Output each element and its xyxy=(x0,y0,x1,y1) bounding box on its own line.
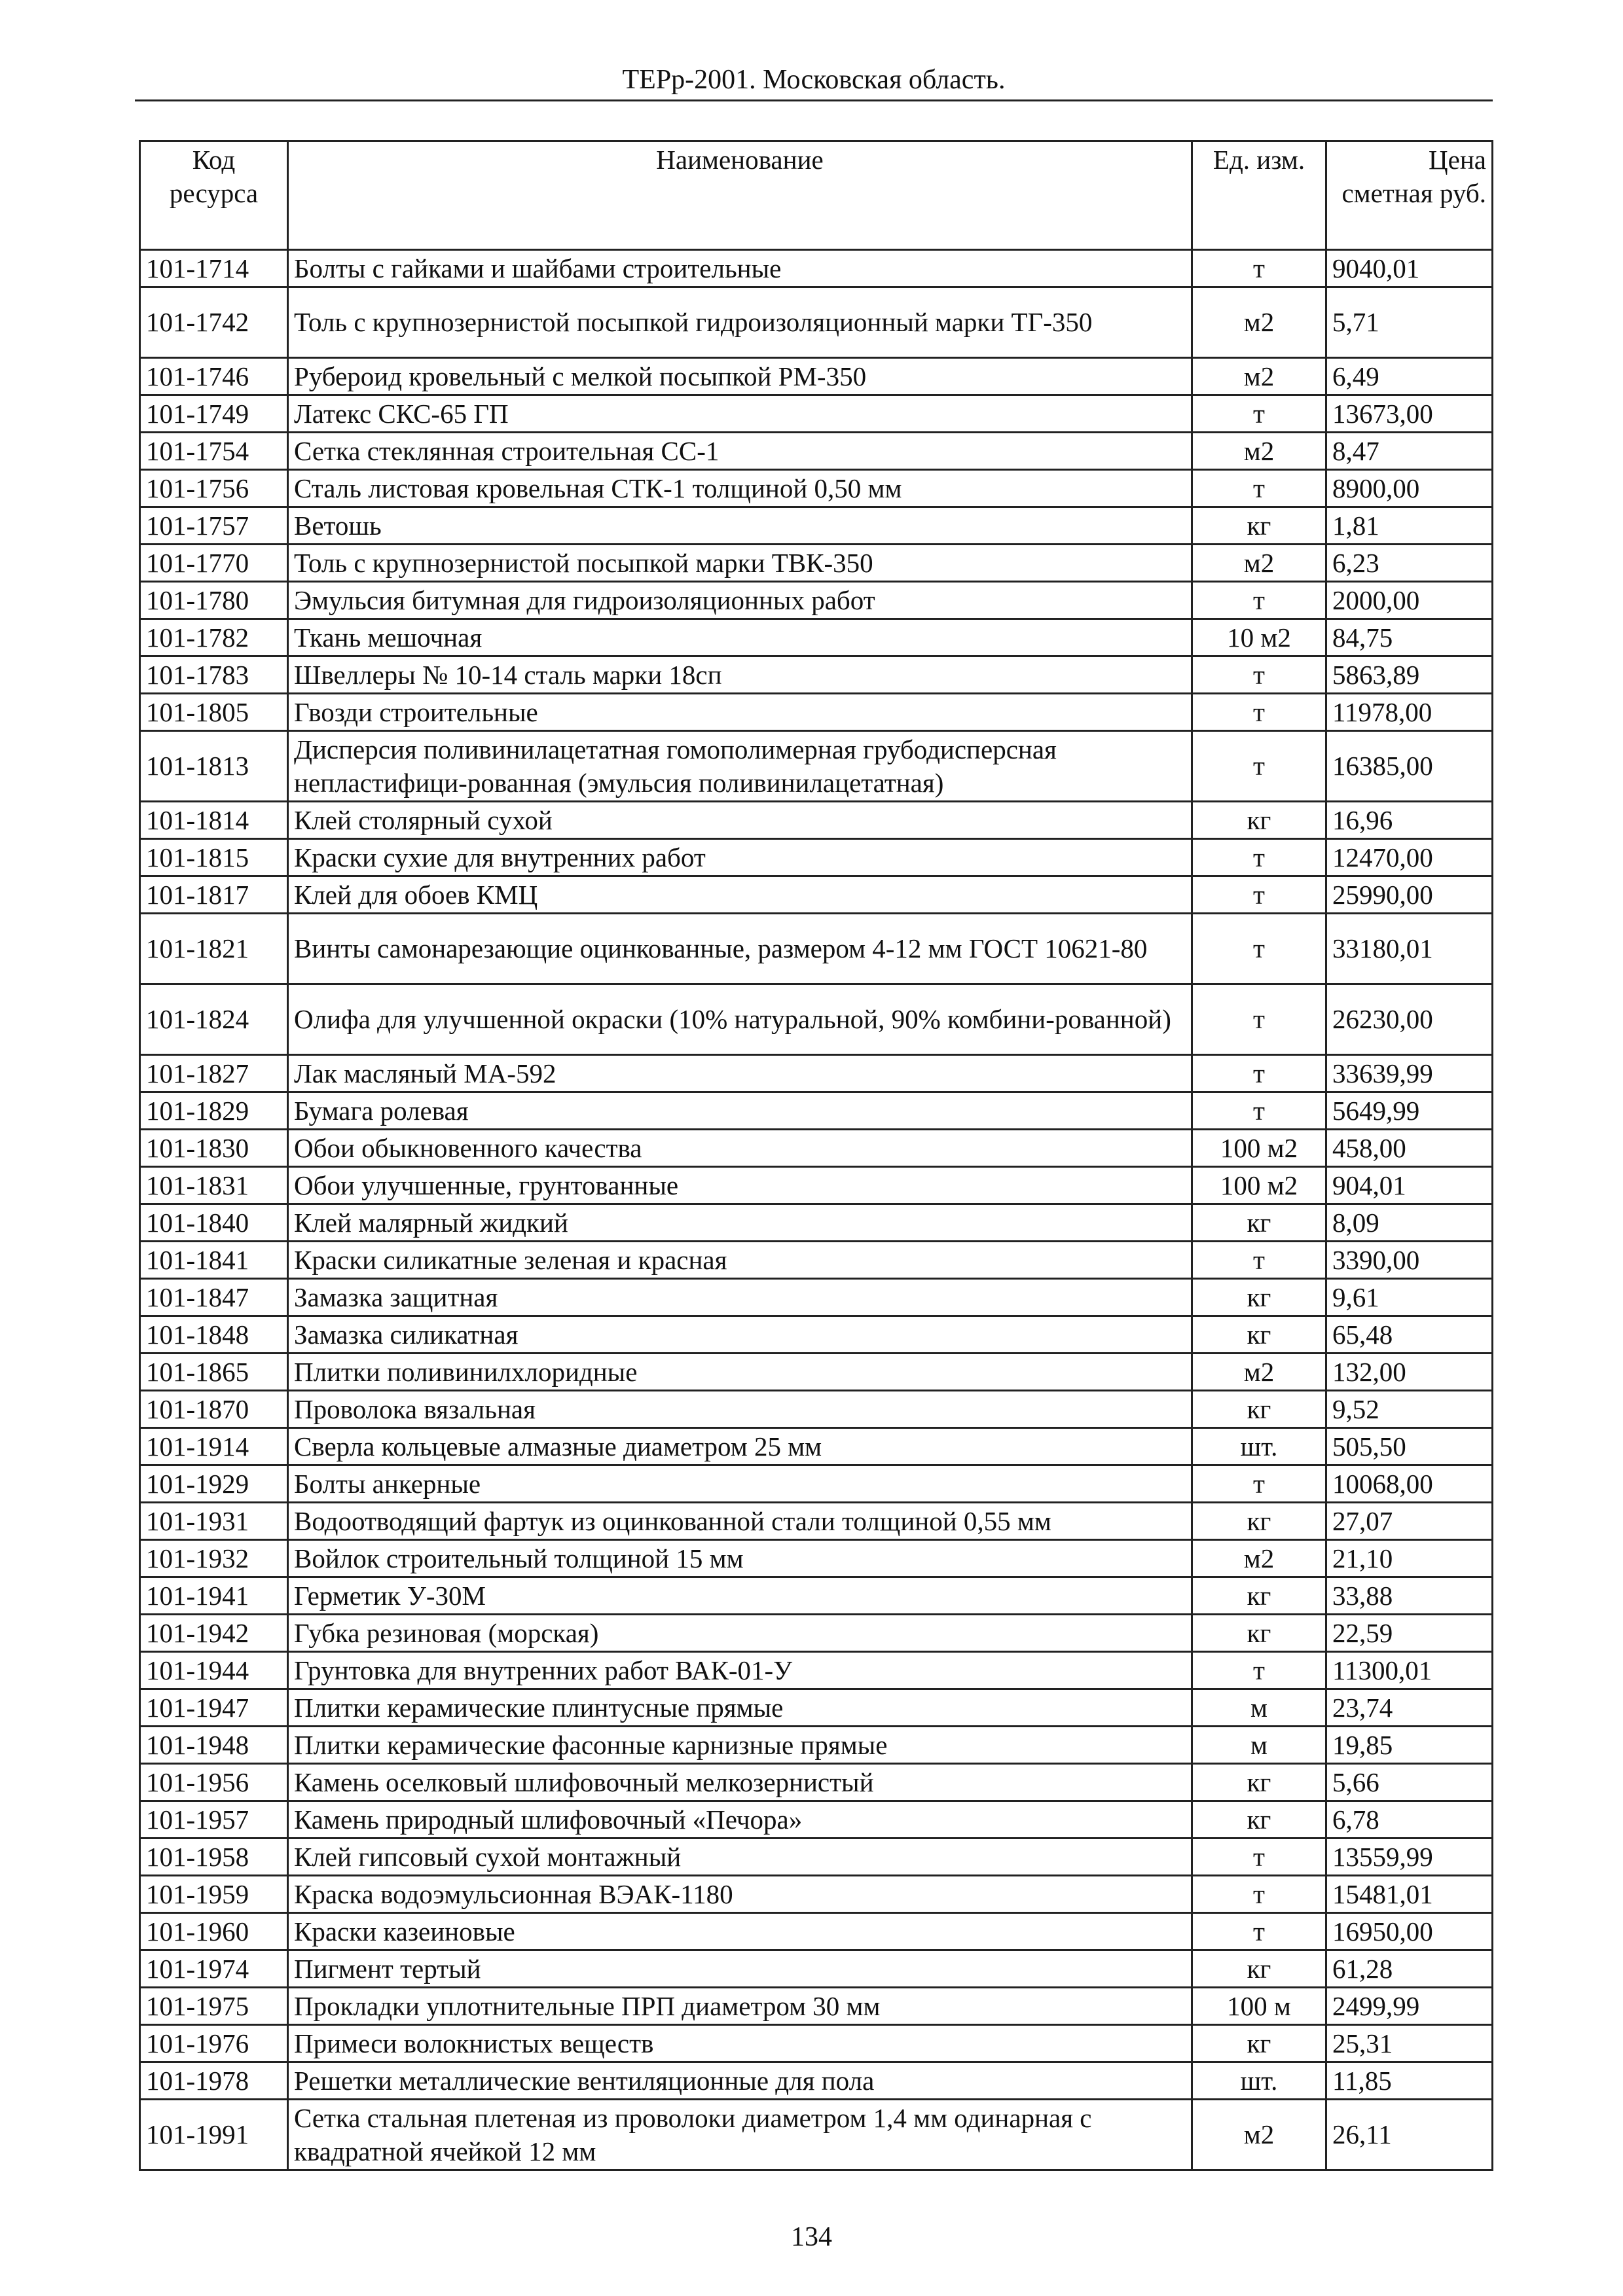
price-cell: 16,96 xyxy=(1326,802,1493,839)
resource-code-cell: 101-1821 xyxy=(140,914,288,984)
price-cell: 33639,99 xyxy=(1326,1055,1493,1092)
table-body xyxy=(140,250,1493,2170)
resource-name-cell: Краска водоэмульсионная ВЭАК-1180 xyxy=(288,1876,1192,1913)
table-row xyxy=(140,984,1493,1055)
resource-name-cell: Болты анкерные xyxy=(288,1465,1192,1503)
table-row xyxy=(140,1689,1493,1727)
resource-code-cell: 101-1957 xyxy=(140,1801,288,1839)
price-cell: 2499,99 xyxy=(1326,1988,1493,2025)
resource-code-cell: 101-1829 xyxy=(140,1092,288,1130)
price-cell: 16950,00 xyxy=(1326,1913,1493,1950)
resource-code-cell: 101-1813 xyxy=(140,731,288,802)
table-row xyxy=(140,1839,1493,1876)
resource-name-cell: Сетка стеклянная строительная СС-1 xyxy=(288,433,1192,470)
resource-name-cell: Эмульсия битумная для гидроизоляционных работ xyxy=(288,582,1192,619)
price-cell: 9,61 xyxy=(1326,1279,1493,1316)
table-row xyxy=(140,1316,1493,1354)
table-row xyxy=(140,1988,1493,2025)
resource-name-cell: Решетки металлические вентиляционные для пола xyxy=(288,2062,1192,2100)
unit-cell: шт. xyxy=(1192,2062,1326,2100)
resource-name-cell: Замазка силикатная xyxy=(288,1316,1192,1354)
resource-code-cell: 101-1976 xyxy=(140,2025,288,2062)
price-cell: 5,66 xyxy=(1326,1764,1493,1801)
resource-code-cell: 101-1831 xyxy=(140,1167,288,1204)
price-cell: 10068,00 xyxy=(1326,1465,1493,1503)
resource-name-cell: Краски сухие для внутренних работ xyxy=(288,839,1192,876)
resource-code-cell: 101-1757 xyxy=(140,507,288,545)
table-row xyxy=(140,1577,1493,1615)
price-cell: 15481,01 xyxy=(1326,1876,1493,1913)
table-row xyxy=(140,1055,1493,1092)
price-cell: 11978,00 xyxy=(1326,694,1493,731)
resource-name-cell: Плитки керамические фасонные карнизные прямые xyxy=(288,1727,1192,1764)
table-row xyxy=(140,1167,1493,1204)
table-row xyxy=(140,2062,1493,2100)
table-row xyxy=(140,1652,1493,1689)
resource-name-cell: Рубероид кровельный с мелкой посыпкой РМ-350 xyxy=(288,358,1192,395)
unit-cell: м2 xyxy=(1192,1354,1326,1391)
resource-code-cell: 101-1932 xyxy=(140,1540,288,1577)
unit-cell: кг xyxy=(1192,1764,1326,1801)
unit-cell: т xyxy=(1192,1913,1326,1950)
unit-cell: т xyxy=(1192,470,1326,507)
resource-code-cell: 101-1746 xyxy=(140,358,288,395)
resource-name-cell: Грунтовка для внутренних работ ВАК-01-У xyxy=(288,1652,1192,1689)
price-cell: 61,28 xyxy=(1326,1950,1493,1988)
resource-code-cell: 101-1944 xyxy=(140,1652,288,1689)
unit-cell: 10 м2 xyxy=(1192,619,1326,656)
price-cell: 3390,00 xyxy=(1326,1242,1493,1279)
resource-name-cell: Олифа для улучшенной окраски (10% натуральной, 90% комбини-рованной) xyxy=(288,984,1192,1055)
table-row xyxy=(140,433,1493,470)
table-row xyxy=(140,507,1493,545)
resource-name-cell: Сталь листовая кровельная СТК-1 толщиной 0,50 мм xyxy=(288,470,1192,507)
price-cell: 84,75 xyxy=(1326,619,1493,656)
resource-name-cell: Камень оселковый шлифовочный мелкозернистый xyxy=(288,1764,1192,1801)
price-cell: 25990,00 xyxy=(1326,876,1493,914)
resource-code-cell: 101-1817 xyxy=(140,876,288,914)
table-row xyxy=(140,1204,1493,1242)
unit-cell: т xyxy=(1192,1092,1326,1130)
unit-cell: т xyxy=(1192,731,1326,802)
table-row xyxy=(140,876,1493,914)
resource-name-cell: Обои обыкновенного качества xyxy=(288,1130,1192,1167)
unit-cell: м2 xyxy=(1192,358,1326,395)
table-row xyxy=(140,1391,1493,1428)
unit-cell: т xyxy=(1192,1055,1326,1092)
resource-code-cell: 101-1929 xyxy=(140,1465,288,1503)
table-row xyxy=(140,802,1493,839)
unit-cell: 100 м2 xyxy=(1192,1130,1326,1167)
table-row xyxy=(140,1876,1493,1913)
price-cell: 8,09 xyxy=(1326,1204,1493,1242)
table-row xyxy=(140,1950,1493,1988)
table-row xyxy=(140,1130,1493,1167)
table-row xyxy=(140,1764,1493,1801)
page-header xyxy=(135,60,1493,101)
resource-code-cell: 101-1714 xyxy=(140,250,288,287)
unit-cell: т xyxy=(1192,914,1326,984)
resource-code-cell: 101-1959 xyxy=(140,1876,288,1913)
column-header-code: Код ресурса xyxy=(140,141,288,250)
resource-name-cell: Латекс СКС-65 ГП xyxy=(288,395,1192,433)
table-row xyxy=(140,694,1493,731)
table-row xyxy=(140,1242,1493,1279)
table-row xyxy=(140,545,1493,582)
unit-cell: кг xyxy=(1192,2025,1326,2062)
resource-name-cell: Герметик У-30М xyxy=(288,1577,1192,1615)
unit-cell: т xyxy=(1192,1876,1326,1913)
resource-code-cell: 101-1847 xyxy=(140,1279,288,1316)
unit-cell: м2 xyxy=(1192,2100,1326,2170)
resource-name-cell: Клей малярный жидкий xyxy=(288,1204,1192,1242)
unit-cell: т xyxy=(1192,395,1326,433)
resource-code-cell: 101-1814 xyxy=(140,802,288,839)
price-cell: 1,81 xyxy=(1326,507,1493,545)
price-cell: 33,88 xyxy=(1326,1577,1493,1615)
unit-cell: кг xyxy=(1192,1204,1326,1242)
price-cell: 9,52 xyxy=(1326,1391,1493,1428)
resource-name-cell: Замазка защитная xyxy=(288,1279,1192,1316)
resource-code-cell: 101-1841 xyxy=(140,1242,288,1279)
column-header-name: Наименование xyxy=(288,141,1192,250)
resource-code-cell: 101-1960 xyxy=(140,1913,288,1950)
table-row xyxy=(140,250,1493,287)
column-header-unit: Ед. изм. xyxy=(1192,141,1326,250)
price-cell: 8900,00 xyxy=(1326,470,1493,507)
unit-cell: м2 xyxy=(1192,433,1326,470)
resource-code-cell: 101-1941 xyxy=(140,1577,288,1615)
resource-code-cell: 101-1824 xyxy=(140,984,288,1055)
resource-code-cell: 101-1783 xyxy=(140,656,288,694)
resource-code-cell: 101-1782 xyxy=(140,619,288,656)
resource-name-cell: Проволока вязальная xyxy=(288,1391,1192,1428)
price-cell: 16385,00 xyxy=(1326,731,1493,802)
unit-cell: 100 м2 xyxy=(1192,1167,1326,1204)
resource-name-cell: Клей гипсовый сухой монтажный xyxy=(288,1839,1192,1876)
unit-cell: кг xyxy=(1192,802,1326,839)
price-cell: 132,00 xyxy=(1326,1354,1493,1391)
table-row xyxy=(140,287,1493,358)
unit-cell: 100 м xyxy=(1192,1988,1326,2025)
resource-code-cell: 101-1947 xyxy=(140,1689,288,1727)
resource-code-cell: 101-1848 xyxy=(140,1316,288,1354)
resource-code-cell: 101-1749 xyxy=(140,395,288,433)
resource-name-cell: Водоотводящий фартук из оцинкованной стали толщиной 0,55 мм xyxy=(288,1503,1192,1540)
price-cell: 11,85 xyxy=(1326,2062,1493,2100)
resource-name-cell: Сетка стальная плетеная из проволоки диаметром 1,4 мм одинарная с квадратной ячейкой 12 мм xyxy=(288,2100,1192,2170)
price-cell: 505,50 xyxy=(1326,1428,1493,1465)
resource-code-cell: 101-1805 xyxy=(140,694,288,731)
unit-cell: м2 xyxy=(1192,287,1326,358)
price-cell: 33180,01 xyxy=(1326,914,1493,984)
table-row xyxy=(140,1913,1493,1950)
resource-code-cell: 101-1956 xyxy=(140,1764,288,1801)
resource-code-cell: 101-1931 xyxy=(140,1503,288,1540)
price-cell: 5863,89 xyxy=(1326,656,1493,694)
price-cell: 13559,99 xyxy=(1326,1839,1493,1876)
resource-code-cell: 101-1870 xyxy=(140,1391,288,1428)
price-cell: 2000,00 xyxy=(1326,582,1493,619)
resource-code-cell: 101-1865 xyxy=(140,1354,288,1391)
unit-cell: т xyxy=(1192,1242,1326,1279)
unit-cell: шт. xyxy=(1192,1428,1326,1465)
unit-cell: кг xyxy=(1192,1950,1326,1988)
unit-cell: кг xyxy=(1192,507,1326,545)
resource-name-cell: Камень природный шлифовочный «Печора» xyxy=(288,1801,1192,1839)
table-row xyxy=(140,656,1493,694)
price-cell: 6,78 xyxy=(1326,1801,1493,1839)
unit-cell: кг xyxy=(1192,1316,1326,1354)
unit-cell: т xyxy=(1192,1465,1326,1503)
price-cell: 19,85 xyxy=(1326,1727,1493,1764)
resource-name-cell: Швеллеры № 10-14 сталь марки 18сп xyxy=(288,656,1192,694)
resource-code-cell: 101-1827 xyxy=(140,1055,288,1092)
document-title: ТЕРр-2001. Московская область. xyxy=(622,65,1006,95)
table-row xyxy=(140,1428,1493,1465)
resource-code-cell: 101-1974 xyxy=(140,1950,288,1988)
resource-code-cell: 101-1840 xyxy=(140,1204,288,1242)
table-row xyxy=(140,839,1493,876)
resource-name-cell: Прокладки уплотнительные ПРП диаметром 30 мм xyxy=(288,1988,1192,2025)
resource-code-cell: 101-1958 xyxy=(140,1839,288,1876)
price-cell: 6,49 xyxy=(1326,358,1493,395)
price-cell: 904,01 xyxy=(1326,1167,1493,1204)
resource-code-cell: 101-1942 xyxy=(140,1615,288,1652)
unit-cell: м xyxy=(1192,1689,1326,1727)
unit-cell: м xyxy=(1192,1727,1326,1764)
resource-code-cell: 101-1914 xyxy=(140,1428,288,1465)
resource-name-cell: Краски силикатные зеленая и красная xyxy=(288,1242,1192,1279)
unit-cell: т xyxy=(1192,582,1326,619)
resource-name-cell: Обои улучшенные, грунтованные xyxy=(288,1167,1192,1204)
unit-cell: т xyxy=(1192,839,1326,876)
price-cell: 13673,00 xyxy=(1326,395,1493,433)
table-row xyxy=(140,395,1493,433)
table-row xyxy=(140,582,1493,619)
unit-cell: кг xyxy=(1192,1391,1326,1428)
table-row xyxy=(140,619,1493,656)
resource-name-cell: Примеси волокнистых веществ xyxy=(288,2025,1192,2062)
resource-name-cell: Войлок строительный толщиной 15 мм xyxy=(288,1540,1192,1577)
resource-code-cell: 101-1754 xyxy=(140,433,288,470)
price-cell: 11300,01 xyxy=(1326,1652,1493,1689)
price-cell: 25,31 xyxy=(1326,2025,1493,2062)
table-row xyxy=(140,1615,1493,1652)
resource-code-cell: 101-1770 xyxy=(140,545,288,582)
resource-name-cell: Гвозди строительные xyxy=(288,694,1192,731)
resource-code-cell: 101-1815 xyxy=(140,839,288,876)
unit-cell: кг xyxy=(1192,1801,1326,1839)
resource-code-cell: 101-1756 xyxy=(140,470,288,507)
unit-cell: т xyxy=(1192,656,1326,694)
resource-code-cell: 101-1742 xyxy=(140,287,288,358)
column-header-price: Цена сметная руб. xyxy=(1326,141,1493,250)
price-table xyxy=(139,140,1493,2171)
unit-cell: т xyxy=(1192,694,1326,731)
unit-cell: м2 xyxy=(1192,545,1326,582)
table-row xyxy=(140,358,1493,395)
price-cell: 8,47 xyxy=(1326,433,1493,470)
resource-name-cell: Ткань мешочная xyxy=(288,619,1192,656)
table-row xyxy=(140,470,1493,507)
table-row xyxy=(140,1540,1493,1577)
table-row xyxy=(140,1279,1493,1316)
unit-cell: кг xyxy=(1192,1503,1326,1540)
resource-code-cell: 101-1975 xyxy=(140,1988,288,2025)
resource-name-cell: Винты самонарезающие оцинкованные, размером 4-12 мм ГОСТ 10621-80 xyxy=(288,914,1192,984)
price-cell: 23,74 xyxy=(1326,1689,1493,1727)
price-cell: 6,23 xyxy=(1326,545,1493,582)
resource-name-cell: Толь с крупнозернистой посыпкой марки ТВК-350 xyxy=(288,545,1192,582)
price-cell: 21,10 xyxy=(1326,1540,1493,1577)
resource-name-cell: Болты с гайками и шайбами строительные xyxy=(288,250,1192,287)
resource-code-cell: 101-1978 xyxy=(140,2062,288,2100)
resource-code-cell: 101-1948 xyxy=(140,1727,288,1764)
price-cell: 9040,01 xyxy=(1326,250,1493,287)
table-row xyxy=(140,1503,1493,1540)
resource-name-cell: Сверла кольцевые алмазные диаметром 25 мм xyxy=(288,1428,1192,1465)
resource-name-cell: Дисперсия поливинилацетатная гомополимерная грубодисперсная непластифици-рованная (эмульсия поливинилацетатная) xyxy=(288,731,1192,802)
table-row xyxy=(140,1465,1493,1503)
table-row xyxy=(140,1801,1493,1839)
price-cell: 27,07 xyxy=(1326,1503,1493,1540)
price-cell: 5,71 xyxy=(1326,287,1493,358)
resource-name-cell: Пигмент тертый xyxy=(288,1950,1192,1988)
resource-code-cell: 101-1991 xyxy=(140,2100,288,2170)
price-cell: 12470,00 xyxy=(1326,839,1493,876)
resource-name-cell: Клей для обоев КМЦ xyxy=(288,876,1192,914)
unit-cell: кг xyxy=(1192,1615,1326,1652)
resource-name-cell: Толь с крупнозернистой посыпкой гидроизоляционный марки ТГ-350 xyxy=(288,287,1192,358)
table-header-row xyxy=(140,141,1493,250)
table-row xyxy=(140,1727,1493,1764)
table-row xyxy=(140,2100,1493,2170)
unit-cell: кг xyxy=(1192,1279,1326,1316)
table-row xyxy=(140,731,1493,802)
resource-name-cell: Ветошь xyxy=(288,507,1192,545)
unit-cell: т xyxy=(1192,984,1326,1055)
resource-name-cell: Плитки керамические плинтусные прямые xyxy=(288,1689,1192,1727)
table-row xyxy=(140,1354,1493,1391)
price-cell: 22,59 xyxy=(1326,1615,1493,1652)
table-row xyxy=(140,914,1493,984)
resource-code-cell: 101-1830 xyxy=(140,1130,288,1167)
unit-cell: кг xyxy=(1192,1577,1326,1615)
table-row xyxy=(140,2025,1493,2062)
resource-name-cell: Губка резиновая (морская) xyxy=(288,1615,1192,1652)
resource-name-cell: Лак масляный МА-592 xyxy=(288,1055,1192,1092)
resource-name-cell: Плитки поливинилхлоридные xyxy=(288,1354,1192,1391)
unit-cell: т xyxy=(1192,876,1326,914)
resource-name-cell: Клей столярный сухой xyxy=(288,802,1192,839)
price-cell: 65,48 xyxy=(1326,1316,1493,1354)
table-row xyxy=(140,1092,1493,1130)
resource-name-cell: Бумага ролевая xyxy=(288,1092,1192,1130)
unit-cell: т xyxy=(1192,1652,1326,1689)
page-number: 134 xyxy=(791,2222,832,2252)
resource-name-cell: Краски казеиновые xyxy=(288,1913,1192,1950)
unit-cell: т xyxy=(1192,250,1326,287)
price-cell: 5649,99 xyxy=(1326,1092,1493,1130)
price-cell: 26,11 xyxy=(1326,2100,1493,2170)
resource-code-cell: 101-1780 xyxy=(140,582,288,619)
unit-cell: т xyxy=(1192,1839,1326,1876)
price-cell: 458,00 xyxy=(1326,1130,1493,1167)
unit-cell: м2 xyxy=(1192,1540,1326,1577)
price-cell: 26230,00 xyxy=(1326,984,1493,1055)
